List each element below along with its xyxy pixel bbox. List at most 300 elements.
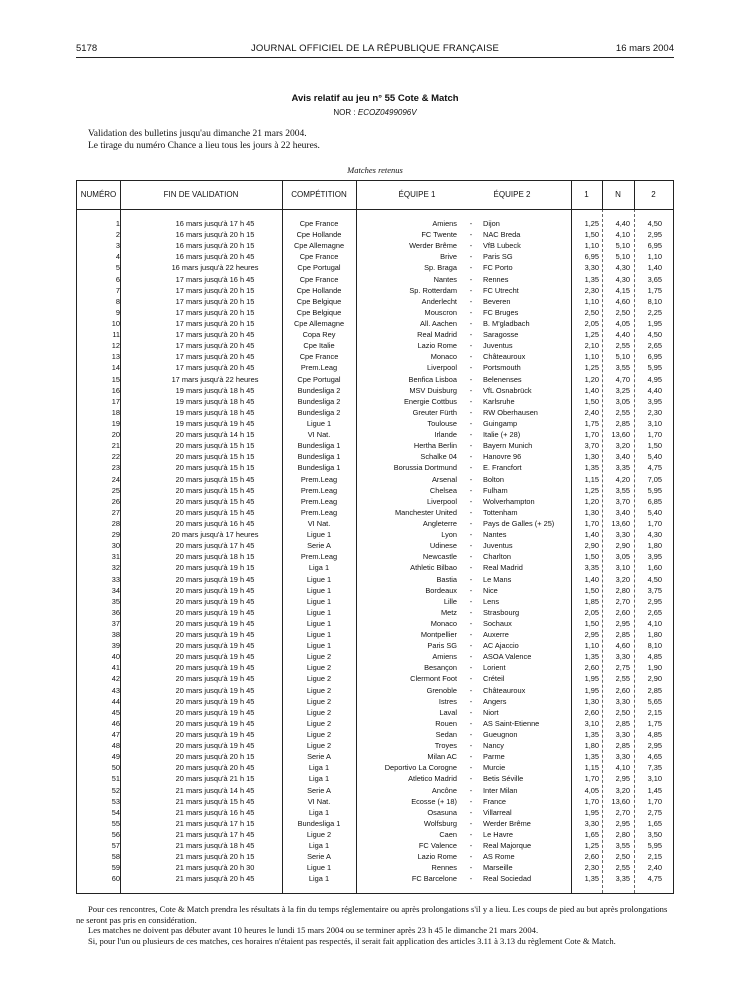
odd-1: 1,80 xyxy=(584,741,599,751)
team-1: Toulouse xyxy=(427,418,457,428)
odd-2: 3,95 xyxy=(647,396,662,406)
competition: Bundesliga 2 xyxy=(297,385,341,395)
match-number: 4 xyxy=(115,252,120,262)
odd-n: 3,55 xyxy=(615,841,630,851)
team-1: Benfica Lisboa xyxy=(408,374,457,384)
match-number: 41 xyxy=(111,663,120,673)
match-number: 40 xyxy=(111,652,120,662)
team-2: Parme xyxy=(483,752,505,762)
team-2: Créteil xyxy=(483,674,505,684)
odd-1: 1,50 xyxy=(584,552,599,562)
validation-deadline: 21 mars jusqu'à 20 h 30 xyxy=(175,863,255,873)
match-number: 31 xyxy=(111,552,120,562)
odd-n: 3,30 xyxy=(615,730,630,740)
odd-n: 3,10 xyxy=(615,563,630,573)
odd-1: 1,50 xyxy=(584,230,599,240)
competition: Ligue 2 xyxy=(306,707,332,717)
competition: Ligue 2 xyxy=(306,674,332,684)
odd-n: 5,10 xyxy=(615,252,630,262)
odd-2: 7,35 xyxy=(647,763,662,773)
match-number: 6 xyxy=(115,274,120,284)
odd-n: 2,50 xyxy=(615,852,630,862)
team-2: Karlsruhe xyxy=(483,396,515,406)
team-1: Osasuna xyxy=(427,807,457,817)
competition: Serie A xyxy=(307,541,331,551)
team-2: Tottenham xyxy=(483,507,518,517)
odd-n: 3,20 xyxy=(615,574,630,584)
validation-deadline: 17 mars jusqu'à 20 h 45 xyxy=(175,341,255,351)
odd-1: 1,30 xyxy=(584,452,599,462)
team-separator: - xyxy=(469,396,473,406)
col-header-team1: ÉQUIPE 1 xyxy=(398,190,436,199)
team-separator: - xyxy=(469,785,473,795)
match-number: 33 xyxy=(111,574,120,584)
validation-deadline: 20 mars jusqu'à 19 h 45 xyxy=(175,696,255,706)
odd-1: 1,25 xyxy=(584,363,599,373)
odd-1: 1,15 xyxy=(584,474,599,484)
odd-n: 3,35 xyxy=(615,463,630,473)
competition: Cpe Allemagne xyxy=(293,241,345,251)
team-separator: - xyxy=(469,385,473,395)
team-separator: - xyxy=(469,241,473,251)
match-number: 14 xyxy=(111,363,120,373)
odd-2: 2,75 xyxy=(647,807,662,817)
competition: Serie A xyxy=(307,752,331,762)
odd-2: 1,80 xyxy=(647,541,662,551)
table-row xyxy=(77,362,673,373)
odd-1: 2,60 xyxy=(584,663,599,673)
validation-deadline: 20 mars jusqu'à 19 h 45 xyxy=(175,607,255,617)
odd-2: 3,50 xyxy=(647,830,662,840)
competition: Ligue 2 xyxy=(306,830,332,840)
odd-1: 1,35 xyxy=(584,652,599,662)
competition: Liga 1 xyxy=(308,807,330,817)
match-number: 12 xyxy=(111,341,120,351)
table-caption: Matches retenus xyxy=(347,165,403,175)
team-1: Brive xyxy=(440,252,457,262)
team-separator: - xyxy=(469,663,473,673)
odd-2: 4,30 xyxy=(647,530,662,540)
table-row xyxy=(77,785,673,796)
odd-1: 1,35 xyxy=(584,874,599,884)
table-row xyxy=(77,440,673,451)
odd-2: 6,95 xyxy=(647,352,662,362)
validation-deadline: 20 mars jusqu'à 15 h 15 xyxy=(175,452,255,462)
team-separator: - xyxy=(469,307,473,317)
team-2: AC Ajaccio xyxy=(483,641,519,651)
team-1: Energie Cottbus xyxy=(404,396,457,406)
odd-n: 2,95 xyxy=(615,618,630,628)
table-row xyxy=(77,240,673,251)
odd-2: 2,95 xyxy=(647,230,662,240)
odd-n: 3,30 xyxy=(615,696,630,706)
match-number: 28 xyxy=(111,518,120,528)
odd-2: 4,50 xyxy=(647,574,662,584)
competition: Bundesliga 1 xyxy=(297,452,341,462)
odd-2: 4,95 xyxy=(647,374,662,384)
odd-2: 1,90 xyxy=(647,663,662,673)
footer-paragraph-1: Pour ces rencontres, Cote & Match prendra les résultats à la fin du temps réglementaire ou après prolongations s'il y a lieu. Les coups de pied au but après prolongations ne seront pas pris en considération. xyxy=(76,904,668,925)
team-separator: - xyxy=(469,585,473,595)
odd-1: 1,35 xyxy=(584,463,599,473)
odd-2: 2,95 xyxy=(647,596,662,606)
team-separator: - xyxy=(469,341,473,351)
odd-2: 4,10 xyxy=(647,618,662,628)
team-separator: - xyxy=(469,318,473,328)
team-2: AS Rome xyxy=(483,852,515,862)
team-2: B. M'gladbach xyxy=(483,318,530,328)
odd-2: 2,40 xyxy=(647,863,662,873)
odd-2: 1,70 xyxy=(647,430,662,440)
odd-1: 2,90 xyxy=(584,541,599,551)
team-1: Monaco xyxy=(430,352,457,362)
validation-deadline: 20 mars jusqu'à 19 h 15 xyxy=(175,563,255,573)
match-number: 21 xyxy=(111,441,120,451)
competition: Ligue 2 xyxy=(306,718,332,728)
competition: Ligue 1 xyxy=(306,618,332,628)
odd-1: 2,05 xyxy=(584,607,599,617)
odd-n: 2,90 xyxy=(615,541,630,551)
team-1: Nantes xyxy=(433,274,457,284)
team-1: Metz xyxy=(440,607,457,617)
team-2: Nantes xyxy=(483,530,507,540)
team-separator: - xyxy=(469,607,473,617)
odd-n: 5,10 xyxy=(615,352,630,362)
odd-1: 1,75 xyxy=(584,418,599,428)
odd-2: 2,30 xyxy=(647,407,662,417)
team-separator: - xyxy=(469,652,473,662)
competition: Serie A xyxy=(307,852,331,862)
col-header-num: NUMÉRO xyxy=(80,190,117,199)
odd-n: 2,85 xyxy=(615,630,630,640)
validation-deadline: 20 mars jusqu'à 15 h 45 xyxy=(175,485,255,495)
odd-1: 1,85 xyxy=(584,596,599,606)
table-row xyxy=(77,607,673,618)
odd-1: 3,30 xyxy=(584,263,599,273)
odd-1: 1,20 xyxy=(584,374,599,384)
col-header-validation: FIN DE VALIDATION xyxy=(163,190,239,199)
match-number: 38 xyxy=(111,630,120,640)
table-row xyxy=(77,318,673,329)
team-1: Irlande xyxy=(434,430,457,440)
odd-n: 4,40 xyxy=(615,219,630,228)
competition: Cpe France xyxy=(299,252,339,262)
odd-2: 1,70 xyxy=(647,518,662,528)
odd-2: 4,85 xyxy=(647,652,662,662)
validation-deadline: 20 mars jusqu'à 19 h 45 xyxy=(175,718,255,728)
validation-deadline: 20 mars jusqu'à 20 h 15 xyxy=(175,752,255,762)
team-2: Châteauroux xyxy=(483,685,526,695)
team-2: Gueugnon xyxy=(483,730,518,740)
match-number: 10 xyxy=(111,318,120,328)
odd-2: 6,95 xyxy=(647,241,662,251)
odd-1: 6,95 xyxy=(584,252,599,262)
odd-2: 4,75 xyxy=(647,874,662,884)
table-row xyxy=(77,673,673,684)
team-1: Real Madrid xyxy=(417,330,457,340)
team-1: Paris SG xyxy=(427,641,457,651)
team-1: Sedan xyxy=(435,730,457,740)
team-1: Deportivo La Corogne xyxy=(384,763,457,773)
table-row xyxy=(77,707,673,718)
validation-deadline: 21 mars jusqu'à 18 h 45 xyxy=(175,841,255,851)
team-2: Niort xyxy=(483,707,499,717)
validation-deadline: 21 mars jusqu'à 17 h 45 xyxy=(175,830,255,840)
matches-table xyxy=(76,180,674,894)
table-row xyxy=(77,251,673,262)
match-number: 42 xyxy=(111,674,120,684)
team-1: Istres xyxy=(438,696,457,706)
team-2: FC Bruges xyxy=(483,307,519,317)
team-separator: - xyxy=(469,518,473,528)
competition: VI Nat. xyxy=(307,796,331,806)
team-1: Milan AC xyxy=(427,752,457,762)
odd-2: 5,95 xyxy=(647,485,662,495)
odd-1: 1,30 xyxy=(584,507,599,517)
team-separator: - xyxy=(469,530,473,540)
col-header-odd-1: 1 xyxy=(584,190,589,199)
match-number: 32 xyxy=(111,563,120,573)
competition: Prem.Leag xyxy=(300,496,338,506)
team-separator: - xyxy=(469,296,473,306)
competition: Bundesliga 2 xyxy=(297,396,341,406)
team-1: Mouscron xyxy=(424,307,457,317)
match-number: 58 xyxy=(111,852,120,862)
team-separator: - xyxy=(469,818,473,828)
team-2: Saragosse xyxy=(483,330,519,340)
team-separator: - xyxy=(469,841,473,851)
col-header-odd-n: N xyxy=(615,190,621,199)
match-number: 34 xyxy=(111,585,120,595)
validation-deadline: 20 mars jusqu'à 15 h 45 xyxy=(175,474,255,484)
team-1: FC Valence xyxy=(418,841,457,851)
match-number: 22 xyxy=(111,452,120,462)
validation-deadline: 20 mars jusqu'à 19 h 45 xyxy=(175,596,255,606)
odd-2: 6,85 xyxy=(647,496,662,506)
match-number: 57 xyxy=(111,841,120,851)
odd-2: 5,95 xyxy=(647,363,662,373)
validation-deadline: 20 mars jusqu'à 19 h 45 xyxy=(175,641,255,651)
team-1: Grenoble xyxy=(426,685,457,695)
odd-1: 1,70 xyxy=(584,774,599,784)
table-row xyxy=(77,374,673,385)
competition: Prem.Leag xyxy=(300,507,338,517)
table-row xyxy=(77,662,673,673)
team-1: MSV Duisburg xyxy=(409,385,457,395)
odd-n: 2,55 xyxy=(615,341,630,351)
validation-deadline: 20 mars jusqu'à 19 h 45 xyxy=(175,652,255,662)
table-row xyxy=(77,773,673,784)
odd-1: 1,50 xyxy=(584,618,599,628)
competition: Ligue 1 xyxy=(306,630,332,640)
team-2: Belenenses xyxy=(483,374,522,384)
validation-deadline: 17 mars jusqu'à 20 h 15 xyxy=(175,285,255,295)
footer-notes xyxy=(76,904,674,946)
team-1: Borussia Dortmund xyxy=(393,463,457,473)
team-2: Inter Milan xyxy=(483,785,518,795)
match-number: 19 xyxy=(111,418,120,428)
team-separator: - xyxy=(469,596,473,606)
odd-n: 2,95 xyxy=(615,774,630,784)
table-row xyxy=(77,285,673,296)
team-separator: - xyxy=(469,496,473,506)
competition: Ligue 2 xyxy=(306,685,332,695)
odd-n: 3,40 xyxy=(615,452,630,462)
team-separator: - xyxy=(469,430,473,440)
odd-1: 2,95 xyxy=(584,630,599,640)
team-1: Ancône xyxy=(431,785,457,795)
table-row xyxy=(77,507,673,518)
odd-n: 3,05 xyxy=(615,552,630,562)
validation-deadline: 19 mars jusqu'à 18 h 45 xyxy=(175,385,255,395)
team-1: Manchester United xyxy=(394,507,457,517)
odd-1: 1,25 xyxy=(584,330,599,340)
validation-deadline: 21 mars jusqu'à 14 h 45 xyxy=(175,785,255,795)
intro-line-2: Le tirage du numéro Chance a lieu tous les jours à 22 heures. xyxy=(88,141,320,151)
validation-deadline: 20 mars jusqu'à 15 h 15 xyxy=(175,463,255,473)
team-1: Chelsea xyxy=(429,485,457,495)
match-number: 17 xyxy=(111,396,120,406)
competition: Bundesliga 1 xyxy=(297,441,341,451)
match-number: 15 xyxy=(111,374,120,384)
team-2: Murcie xyxy=(483,763,506,773)
table-row xyxy=(77,262,673,273)
validation-deadline: 21 mars jusqu'à 15 h 45 xyxy=(175,796,255,806)
table-row xyxy=(77,574,673,585)
team-separator: - xyxy=(469,574,473,584)
publication-date: 16 mars 2004 xyxy=(615,43,674,54)
odd-n: 2,80 xyxy=(615,585,630,595)
validation-deadline: 20 mars jusqu'à 15 h 45 xyxy=(175,507,255,517)
match-number: 24 xyxy=(111,474,120,484)
odd-1: 1,50 xyxy=(584,396,599,406)
odd-2: 2,25 xyxy=(647,307,662,317)
match-number: 23 xyxy=(111,463,120,473)
table-row xyxy=(77,562,673,573)
odd-2: 2,15 xyxy=(647,707,662,717)
table-row xyxy=(77,718,673,729)
team-1: Hertha Berlin xyxy=(413,441,457,451)
competition: Prem.Leag xyxy=(300,552,338,562)
validation-deadline: 16 mars jusqu'à 20 h 45 xyxy=(175,252,255,262)
odd-1: 1,15 xyxy=(584,763,599,773)
validation-deadline: 16 mars jusqu'à 22 heures xyxy=(171,263,259,273)
odd-1: 1,10 xyxy=(584,641,599,651)
odd-2: 2,65 xyxy=(647,341,662,351)
competition: Ligue 2 xyxy=(306,663,332,673)
team-1: Lyon xyxy=(441,530,457,540)
odd-2: 1,70 xyxy=(647,796,662,806)
competition: Liga 1 xyxy=(308,774,330,784)
table-row xyxy=(77,840,673,851)
match-number: 25 xyxy=(111,485,120,495)
table-row xyxy=(77,596,673,607)
match-number: 48 xyxy=(111,741,120,751)
team-2: ASOA Valence xyxy=(483,652,532,662)
team-1: Atletico Madrid xyxy=(408,774,457,784)
team-2: FC Utrecht xyxy=(483,285,519,295)
team-separator: - xyxy=(469,630,473,640)
competition: Serie A xyxy=(307,785,331,795)
odd-n: 4,10 xyxy=(615,230,630,240)
team-2: Dijon xyxy=(483,219,500,228)
team-separator: - xyxy=(469,718,473,728)
odd-1: 2,40 xyxy=(584,407,599,417)
match-number: 44 xyxy=(111,696,120,706)
team-2: E. Francfort xyxy=(483,463,522,473)
match-number: 8 xyxy=(115,296,120,306)
odd-1: 1,30 xyxy=(584,696,599,706)
competition: Cpe France xyxy=(299,274,339,284)
table-row xyxy=(77,418,673,429)
team-separator: - xyxy=(469,618,473,628)
team-2: AS Saint-Etienne xyxy=(483,718,540,728)
table-row xyxy=(77,551,673,562)
competition: Ligue 2 xyxy=(306,741,332,751)
intro-line-1: Validation des bulletins jusqu'au dimanche 21 mars 2004. xyxy=(88,129,307,139)
team-separator: - xyxy=(469,796,473,806)
odd-1: 1,70 xyxy=(584,796,599,806)
table-row xyxy=(77,818,673,829)
table-row xyxy=(77,851,673,862)
table-row xyxy=(77,496,673,507)
odd-n: 2,70 xyxy=(615,807,630,817)
odd-2: 3,75 xyxy=(647,585,662,595)
team-1: Wolfsburg xyxy=(423,818,457,828)
odd-1: 2,05 xyxy=(584,318,599,328)
validation-deadline: 20 mars jusqu'à 19 h 45 xyxy=(175,663,255,673)
odd-n: 3,70 xyxy=(615,496,630,506)
team-separator: - xyxy=(469,452,473,462)
team-separator: - xyxy=(469,763,473,773)
team-separator: - xyxy=(469,263,473,273)
table-row xyxy=(77,229,673,240)
validation-deadline: 17 mars jusqu'à 22 heures xyxy=(171,374,259,384)
odd-2: 1,50 xyxy=(647,441,662,451)
team-separator: - xyxy=(469,707,473,717)
table-row xyxy=(77,296,673,307)
table-row xyxy=(77,807,673,818)
odd-2: 3,10 xyxy=(647,774,662,784)
team-2: Lens xyxy=(483,596,500,606)
team-2: Villarreal xyxy=(483,807,512,817)
match-number: 55 xyxy=(111,818,120,828)
odd-1: 1,25 xyxy=(584,219,599,228)
odd-n: 2,75 xyxy=(615,663,630,673)
competition: Cpe France xyxy=(299,352,339,362)
team-2: Juventus xyxy=(483,541,513,551)
team-1: Arsenal xyxy=(431,474,457,484)
odd-n: 4,10 xyxy=(615,763,630,773)
odd-2: 4,75 xyxy=(647,463,662,473)
team-1: Bastia xyxy=(436,574,457,584)
match-number: 45 xyxy=(111,707,120,717)
match-number: 20 xyxy=(111,430,120,440)
table-row xyxy=(77,518,673,529)
validation-deadline: 20 mars jusqu'à 14 h 15 xyxy=(175,430,255,440)
match-number: 54 xyxy=(111,807,120,817)
table-row xyxy=(77,651,673,662)
validation-deadline: 17 mars jusqu'à 20 h 15 xyxy=(175,296,255,306)
team-2: Italie (+ 28) xyxy=(483,430,521,440)
validation-deadline: 17 mars jusqu'à 16 h 45 xyxy=(175,274,255,284)
table-row xyxy=(77,274,673,285)
team-1: Angleterre xyxy=(422,518,457,528)
nor-reference xyxy=(76,108,674,117)
match-number: 53 xyxy=(111,796,120,806)
team-1: Udinese xyxy=(429,541,457,551)
odd-2: 7,05 xyxy=(647,474,662,484)
